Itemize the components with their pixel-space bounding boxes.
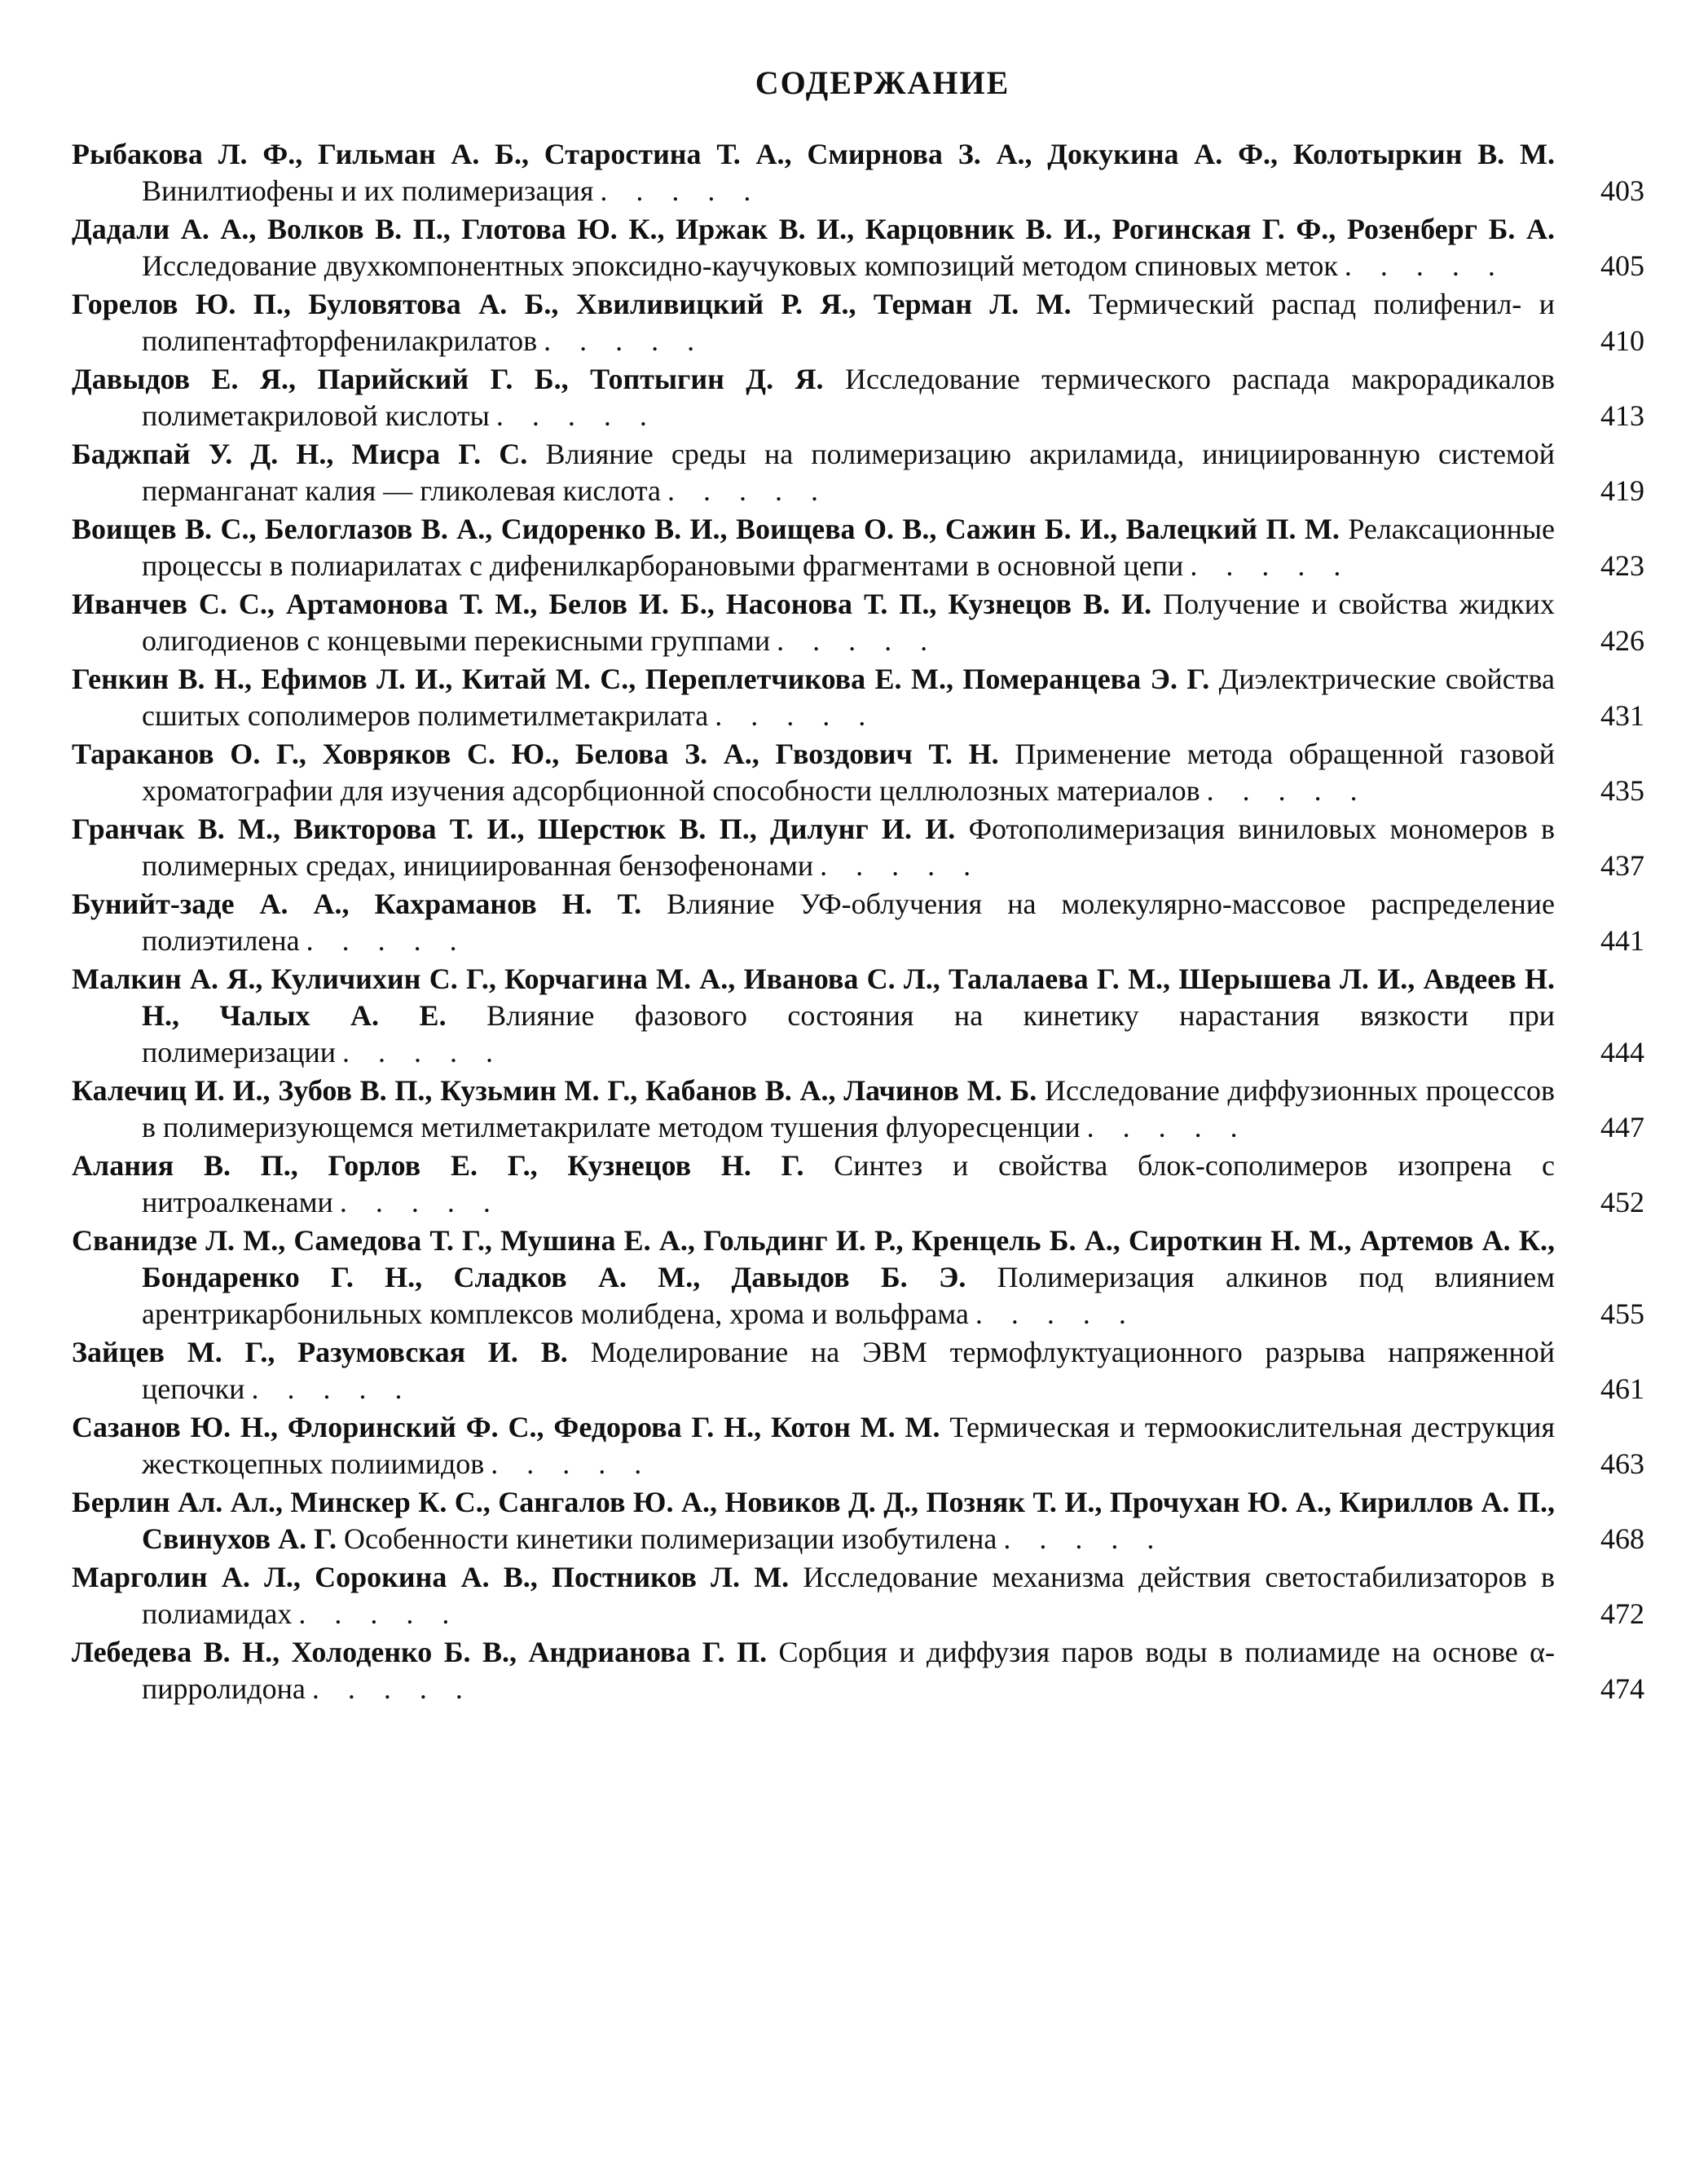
toc-entry-text <box>72 961 1555 1071</box>
toc-entry-text <box>72 886 1555 959</box>
toc-entry-text <box>72 1409 1555 1482</box>
toc-entry <box>72 1634 1644 1707</box>
toc-entry-text <box>72 211 1555 284</box>
toc-entry-page-number: 455 <box>1600 1297 1644 1330</box>
toc-entry-page-number: 437 <box>1600 849 1644 882</box>
toc-entry-text <box>72 361 1555 434</box>
toc-entry-authors: Сванидзе Л. М., Самедова Т. Г., Мушина Е. А., Гольдинг И. Р., Кренцель Б. А., Сироткин Н. М., Артемов А. К., Бондаренко Г. Н., Сладков А. М., Давыдов Б. Э. <box>72 1224 1555 1293</box>
page-title: СОДЕРЖАНИЕ <box>755 64 1010 101</box>
toc-entry <box>72 661 1644 734</box>
dot-leader: . . . . . <box>777 624 939 657</box>
dot-leader: . . . . . <box>667 474 830 507</box>
toc-entry-title: Фотополимеризация виниловых мономеров в полимерных средах, инициированная бензофенонами <box>142 813 1555 882</box>
toc-entry-title: Термическая и термоокислительная деструкция жесткоцепных полиимидов <box>142 1411 1555 1480</box>
toc-entry-authors: Гранчак В. М., Викторова Т. И., Шерстюк В. П., Дилунг И. И. <box>72 813 956 845</box>
dot-leader: . . . . . <box>820 849 982 882</box>
toc-entry-authors: Баджпай У. Д. Н., Мисра Г. С. <box>72 438 528 470</box>
toc-entry <box>72 286 1644 359</box>
toc-entry-title: Диэлектрические свойства сшитых сополимеров полиметилметакрилата <box>142 663 1555 732</box>
toc-entry-title: Винилтиофены и их полимеризация <box>142 174 594 207</box>
toc-entry-title: Применение метода обращенной газовой хроматографии для изучения адсорбционной способности целлюлозных материалов <box>142 738 1555 807</box>
toc-entry-authors: Сазанов Ю. Н., Флоринский Ф. С., Федорова Г. Н., Котон М. М. <box>72 1411 940 1443</box>
toc-entry-title: Особенности кинетики полимеризации изобутилена <box>343 1522 997 1555</box>
dot-leader: . . . . . <box>975 1297 1137 1330</box>
toc-entry-title: Релаксационные процессы в полиарилатах с дифенилкарборановыми фрагментами в основной цепи <box>142 513 1555 582</box>
toc-entry-title: Сорбция и диффузия паров воды в полиамиде на основе α-пирролидона <box>142 1636 1555 1705</box>
toc-entry-page-number: 403 <box>1600 174 1644 207</box>
dot-leader: . . . . . <box>491 1447 653 1480</box>
toc-entry-page-number: 468 <box>1600 1522 1644 1555</box>
toc-entry-text <box>72 586 1555 659</box>
toc-entry-authors: Калечиц И. И., Зубов В. П., Кузьмин М. Г., Кабанов В. А., Лачинов М. Б. <box>72 1074 1037 1107</box>
toc-entry-authors: Лебедева В. Н., Холоденко Б. В., Андрианова Г. П. <box>72 1636 768 1668</box>
toc-entry-title: Влияние УФ-облучения на молекулярно-массовое распределение полиэтилена <box>142 888 1555 957</box>
toc-entry <box>72 736 1644 809</box>
dot-leader: . . . . . <box>339 1186 501 1218</box>
toc-entry-page-number: 413 <box>1600 399 1644 432</box>
toc-entry-authors: Иванчев С. С., Артамонова Т. М., Белов И. Б., Насонова Т. П., Кузнецов В. И. <box>72 588 1152 620</box>
toc-entry-text <box>72 1634 1555 1707</box>
toc-entry-title: Термический распад полифенил- и полипентафторфенилакрилатов <box>142 288 1555 357</box>
dot-leader: . . . . . <box>1003 1522 1165 1555</box>
toc-entry-authors: Марголин А. Л., Сорокина А. В., Постников Л. М. <box>72 1561 790 1593</box>
dot-leader: . . . . . <box>715 699 877 732</box>
toc-entry-page-number: 474 <box>1600 1672 1644 1705</box>
toc-entry <box>72 1148 1644 1221</box>
toc-entry-title: Исследование двухкомпонентных эпоксидно-каучуковых композиций методом спиновых меток <box>142 249 1338 282</box>
toc-entry-text <box>72 1334 1555 1407</box>
toc-entry-page-number: 463 <box>1600 1447 1644 1480</box>
toc-entry <box>72 1409 1644 1482</box>
toc-entry-authors: Тараканов О. Г., Ховряков С. Ю., Белова З. А., Гвоздович Т. Н. <box>72 738 999 770</box>
toc-entry-page-number: 452 <box>1600 1186 1644 1218</box>
toc-entry-page-number: 435 <box>1600 774 1644 807</box>
toc-entry <box>72 211 1644 284</box>
toc-entry-page-number: 405 <box>1600 249 1644 282</box>
toc-entry-authors: Дадали А. А., Волков В. П., Глотова Ю. К., Иржак В. И., Карцовник В. И., Рогинская Г. Ф., Розенберг Б. А. <box>72 213 1555 245</box>
toc-entry-text <box>72 136 1555 209</box>
dot-leader: . . . . . <box>1206 774 1368 807</box>
toc-entry-page-number: 444 <box>1600 1036 1644 1068</box>
toc-entry-title: Получение и свойства жидких олигодиенов с концевыми перекисными группами <box>142 588 1555 657</box>
dot-leader: . . . . . <box>306 924 468 957</box>
dot-leader: . . . . . <box>342 1036 504 1068</box>
toc-entry-page-number: 441 <box>1600 924 1644 957</box>
toc-entry-text <box>72 1484 1555 1557</box>
dot-leader: . . . . . <box>544 324 706 357</box>
dot-leader: . . . . . <box>1344 249 1506 282</box>
dot-leader: . . . . . <box>600 174 762 207</box>
toc-entry-title: Влияние среды на полимеризацию акриламида, инициированную системой перманганат калия — гликолевая кислота <box>142 438 1555 507</box>
dot-leader: . . . . . <box>311 1672 473 1705</box>
toc-entry-text <box>72 436 1555 509</box>
toc-entry <box>72 586 1644 659</box>
toc-entry-authors: Алания В. П., Горлов Е. Г., Кузнецов Н. Г. <box>72 1149 804 1182</box>
toc-entry-title: Исследование термического распада макрорадикалов полиметакриловой кислоты <box>142 363 1555 432</box>
toc-entry-title: Полимеризация алкинов под влиянием арентрикарбонильных комплексов молибдена, хрома и вольфрама <box>142 1261 1555 1330</box>
toc-entry-title: Исследование механизма действия светостабилизаторов в полиамидах <box>142 1561 1555 1630</box>
toc-entry <box>72 136 1644 209</box>
toc-page <box>72 64 1644 1709</box>
toc-entry-title: Влияние фазового состояния на кинетику нарастания вязкости при полимеризации <box>142 999 1555 1068</box>
toc-entry-authors: Рыбакова Л. Ф., Гильман А. Б., Старостина Т. А., Смирнова З. А., Докукина А. Ф., Колотыркин В. М. <box>72 138 1555 170</box>
toc-entry <box>72 811 1644 884</box>
dot-leader: . . . . . <box>251 1372 413 1405</box>
toc-entry-text <box>72 286 1555 359</box>
toc-entry-page-number: 426 <box>1600 624 1644 657</box>
dot-leader: . . . . . <box>298 1597 460 1630</box>
toc-entry-text <box>72 1148 1555 1221</box>
toc-entry-title: Исследование диффузионных процессов в полимеризующемся метилметакрилате методом тушения флуоресценции <box>142 1074 1555 1143</box>
toc-entry-page-number: 461 <box>1600 1372 1644 1405</box>
toc-entry-page-number: 410 <box>1600 324 1644 357</box>
toc-entry <box>72 436 1644 509</box>
toc-entry-authors: Бунийт-заде А. А., Кахраманов Н. Т. <box>72 888 642 920</box>
toc-entry <box>72 961 1644 1071</box>
toc-entry <box>72 1222 1644 1333</box>
toc-list <box>72 136 1644 1707</box>
toc-entry-page-number: 472 <box>1600 1597 1644 1630</box>
toc-entry-authors: Горелов Ю. П., Буловятова А. Б., Хвиливицкий Р. Я., Терман Л. М. <box>72 288 1072 320</box>
toc-entry-text <box>72 661 1555 734</box>
toc-entry <box>72 1073 1644 1146</box>
toc-entry-text <box>72 1559 1555 1632</box>
toc-entry-text <box>72 1073 1555 1146</box>
toc-entry <box>72 1334 1644 1407</box>
toc-entry-text <box>72 511 1555 584</box>
toc-entry-page-number: 431 <box>1600 699 1644 732</box>
toc-entry-authors: Зайцев М. Г., Разумовская И. В. <box>72 1336 568 1368</box>
dot-leader: . . . . . <box>495 399 658 432</box>
toc-entry-title: Синтез и свойства блок-сополимеров изопрена с нитроалкенами <box>142 1149 1555 1218</box>
toc-entry <box>72 1484 1644 1557</box>
toc-entry-authors: Давыдов Е. Я., Парийский Г. Б., Топтыгин Д. Я. <box>72 363 824 395</box>
toc-entry-authors: Малкин А. Я., Куличихин С. Г., Корчагина М. А., Иванова С. Л., Талалаева Г. М., Шерышева Л. И., Авдеев Н. Н., Чалых А. Е. <box>72 963 1555 1032</box>
toc-entry-page-number: 423 <box>1600 549 1644 582</box>
toc-entry-text <box>72 1222 1555 1333</box>
dot-leader: . . . . . <box>1190 549 1352 582</box>
toc-entry-authors: Берлин Ал. Ал., Минскер К. С., Сангалов Ю. А., Новиков Д. Д., Позняк Т. И., Прочухан Ю. А., Кириллов А. П., Свинухов А. Г. <box>72 1486 1555 1555</box>
toc-entry <box>72 886 1644 959</box>
dot-leader: . . . . . <box>1086 1111 1248 1143</box>
toc-entry <box>72 361 1644 434</box>
toc-entry-authors: Воищев В. С., Белоглазов В. А., Сидоренко В. И., Воищева О. В., Сажин Б. И., Валецкий П. М. <box>72 513 1340 545</box>
toc-entry-page-number: 447 <box>1600 1111 1644 1143</box>
toc-entry-title: Моделирование на ЭВМ термофлуктуационного разрыва напряженной цепочки <box>142 1336 1555 1405</box>
toc-entry-authors: Генкин В. Н., Ефимов Л. И., Китай М. С., Переплетчикова Е. М., Померанцева Э. Г. <box>72 663 1210 695</box>
toc-entry <box>72 511 1644 584</box>
toc-entry <box>72 1559 1644 1632</box>
toc-entry-text <box>72 811 1555 884</box>
toc-entry-page-number: 419 <box>1600 474 1644 507</box>
toc-entry-text <box>72 736 1555 809</box>
